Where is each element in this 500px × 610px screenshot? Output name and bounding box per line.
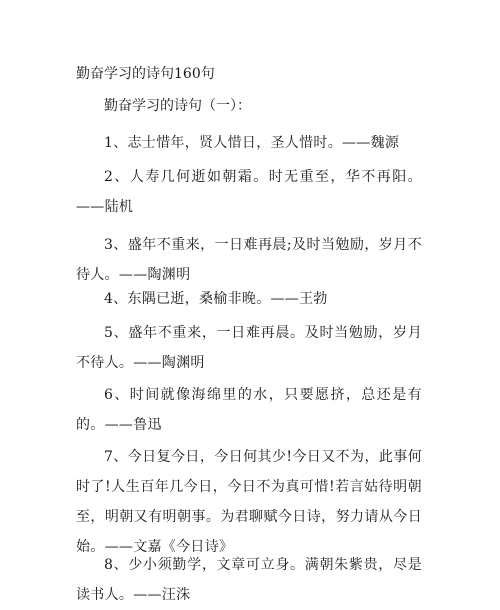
poem-quote-2: 2、人寿几何逝如朝霜。时无重至，华不再阳。——陆机	[76, 169, 422, 215]
document-title: 勤奋学习的诗句160句	[76, 66, 215, 82]
section-heading: 勤奋学习的诗句（一）：	[104, 98, 251, 114]
poem-quote-3: 3、盛年不重来，一日难再晨;及时当勉励，岁月不待人。——陶渊明	[76, 237, 422, 283]
poem-quote-7: 7、今日复今日，今日何其少!今日又不为，此事何时了!人生百年几今日，今日不为真可惜!若言姑待明朝至，明朝又有明朝事。为君聊赋今日诗，努力请从今日始。——文嘉《今日诗》	[76, 449, 422, 555]
poem-quote-4: 4、东隅已逝，桑榆非晚。——王勃	[104, 291, 328, 307]
poem-quote-1: 1、志士惜年，贤人惜日，圣人惜时。——魏源	[104, 135, 400, 151]
poem-quote-5: 5、盛年不重来，一日难再晨。及时当勉励，岁月不待人。——陶渊明	[76, 325, 422, 371]
poem-quote-8: 8、少小须勤学，文章可立身。满朝朱紫贵，尽是读书人。——汪洙	[76, 557, 422, 603]
poem-quote-6: 6、时间就像海绵里的水，只要愿挤，总还是有的。——鲁迅	[76, 387, 422, 433]
